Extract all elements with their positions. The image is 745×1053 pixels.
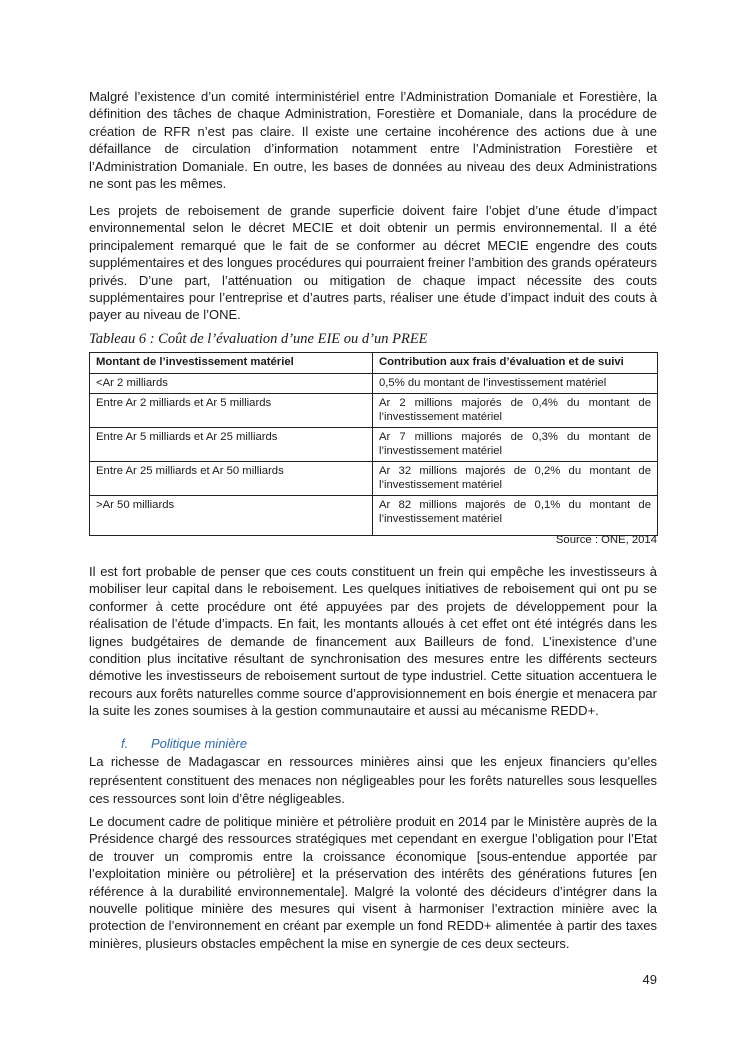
table-cell: Ar 7 millions majorés de 0,3% du montant de l’investissement matériel [373, 428, 658, 462]
table-row [90, 394, 658, 428]
table-cell: Entre Ar 2 milliards et Ar 5 milliards [90, 394, 373, 428]
table-header-row [90, 353, 658, 374]
table-row [90, 462, 658, 496]
table-cell: Ar 2 millions majorés de 0,4% du montant de l’investissement matériel [373, 394, 658, 428]
table-caption: Tableau 6 : Coût de l’évaluation d’une EIE ou d’un PREE [89, 331, 428, 347]
table-cell: 0,5% du montant de l’investissement matériel [373, 374, 658, 394]
paragraph-richesse: La richesse de Madagascar en ressources minières ainsi que les enjeux financiers qu’elles représentent constituent des menaces non négligeables pour les forêts naturelles sous lesquelles ces ressources sont loin d’être négligeables. [89, 754, 657, 806]
table-cell: <Ar 2 milliards [90, 374, 373, 394]
table-cell: Ar 32 millions majorés de 0,2% du montant de l’investissement matériel [373, 462, 658, 496]
section-heading [121, 736, 247, 751]
table-cell: Ar 82 millions majorés de 0,1% du montant de l’investissement matériel [373, 496, 658, 536]
paragraph-investisseurs: Il est fort probable de penser que ces couts constituent un frein qui empêche les investisseurs à mobiliser leur capital dans le reboisement. Les quelques initiatives de reboisement qui ont pu se conformer à cette procédure ont été appuyées par des projets de développement pour la réalisation de l’étude d’impacts. En fait, les montants alloués à cet effet ont été intégrés dans les lignes budgétaires de demande de financement aux Bailleurs de fond. L’inexistence d’une condition plus incitative résultant de synchronisation des mesures entre les différents secteurs démotive les investisseurs de reboisement surtout de type industriel. Cette situation accentuera le recours aux forêts naturelles comme source d’approvisionnement en bois énergie et menacera par la suite les zones soumises à la gestion communautaire et aussi au mécanisme REDD+. [89, 564, 657, 719]
cost-table [89, 352, 658, 536]
table-row [90, 428, 658, 462]
table-cell: >Ar 50 milliards [90, 496, 373, 536]
table-header: Montant de l’investissement matériel [90, 353, 373, 374]
paragraph-eie: Les projets de reboisement de grande superficie doivent faire l’objet d’une étude d’impact environnemental selon le décret MECIE et doit obtenir un permis environnemental. Il a été principalement remarqué que le fait de se conformer au décret MECIE engendre des couts supplémentaires et des longues procédures qui pourraient freiner l’ambition des grands opérateurs privés. D’une part, l’atténuation ou mitigation de chaque impact nécessite des couts supplémentaires pour l’entreprise et d’autres parts, réaliser une étude d’impact induit des couts à payer au niveau de l’ONE. [89, 203, 658, 323]
table-header: Contribution aux frais d’évaluation et de suivi [373, 353, 658, 374]
table-row [90, 496, 658, 536]
paragraph-administration: Malgré l’existence d’un comité interministériel entre l’Administration Domaniale et Forestière, la définition des tâches de chaque Administration, Forestière et Domaniale, dans la procédure de création de RFR n’est pas claire. Il existe une certaine incohérence des actions due à une défaillance de circulation d’information notamment entre l’Administration Forestière et l’Administration Domaniale. En outre, les bases de données au niveau des deux Administrations ne sont pas les mêmes. [89, 89, 657, 192]
section-title: Politique minière [151, 736, 248, 751]
table-cell: Entre Ar 5 milliards et Ar 25 milliards [90, 428, 373, 462]
page-number: 49 [642, 972, 657, 987]
table-source: Source : ONE, 2014 [555, 534, 657, 546]
table-cell: Entre Ar 25 milliards et Ar 50 milliards [90, 462, 373, 496]
paragraph-politique-miniere: Le document cadre de politique minière et pétrolière produit en 2014 par le Ministère auprès de la Présidence chargé des ressources stratégiques met cependant en exergue l’obligation pour l’Etat de trouver un compromis entre la croissance économique [sous-entendue apportée par l’exploitation minière ou pétrolière] et la préservation des intérêts des générations futures [en référence à la durabilité environnementale]. Malgré la volonté des décideurs d’intégrer dans la nouvelle politique minière des mesures qui visent à harmoniser l’extraction minière avec la protection de l’environnement en créant par exemple un fond REDD+ alimentée à partir des taxes minières, plusieurs obstacles empêchent la mise en synergie de ces deux secteurs. [89, 814, 657, 951]
section-number: f. [121, 736, 129, 751]
table-row [90, 374, 658, 394]
